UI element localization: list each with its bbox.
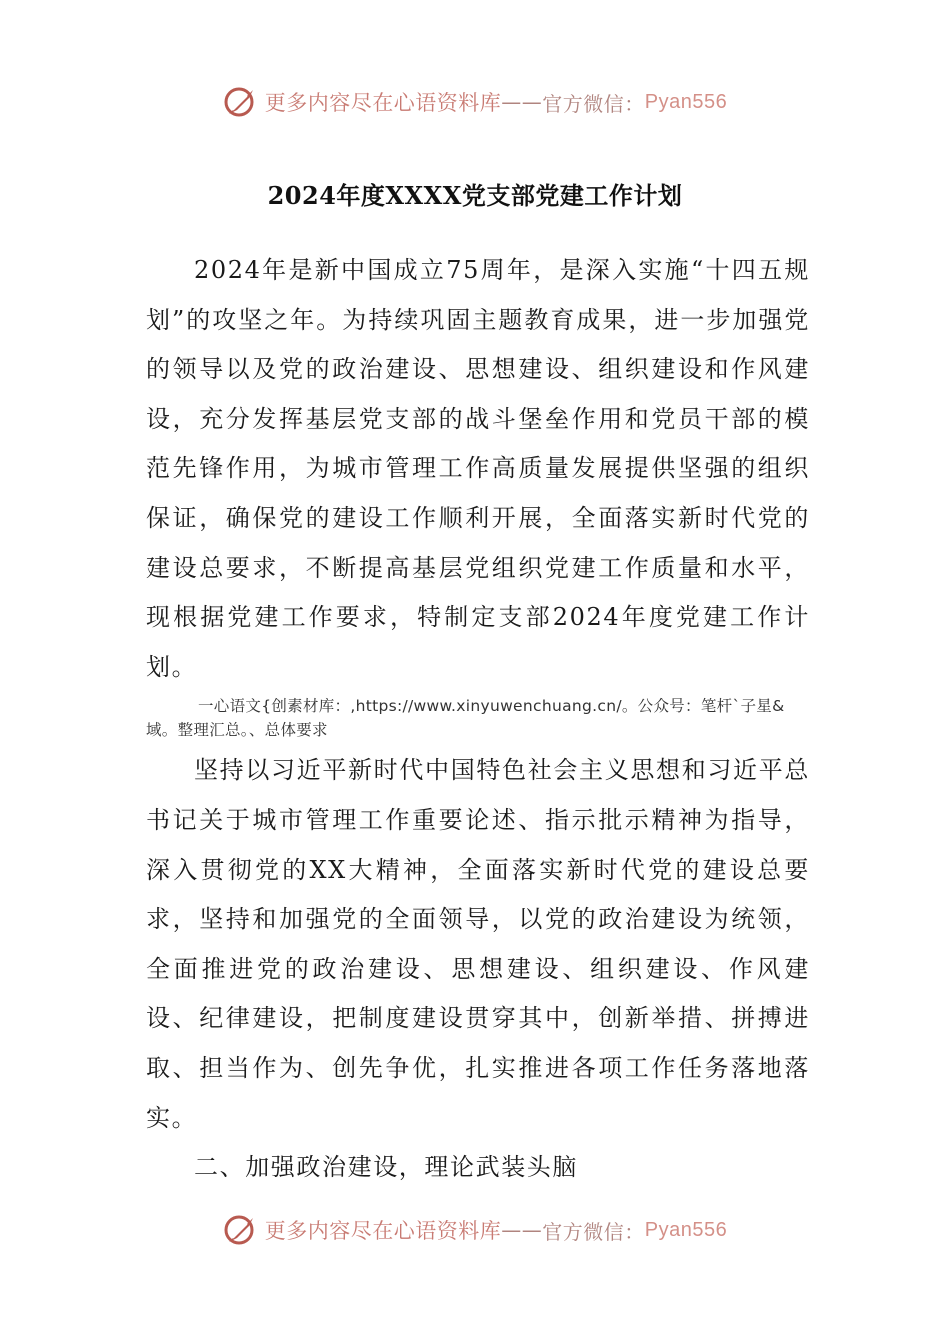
section-heading-2: 二、加强政治建设，理论武装头脑 bbox=[194, 1153, 578, 1182]
source-note: 一心语文{创素材库：,https://www.xinyuwenchuang.cn/。公众号：笔杆`子星&域。整理汇总。、总体要求 bbox=[146, 697, 785, 740]
intro-paragraph: 2024年是新中国成立75周年，是深入实施“十四五规划”的攻坚之年。为持续巩固主题教育成果，进一步加强党的领导以及党的政治建设、思想建设、组织建设和作风建设，充分发挥基层党支部的战斗堡垒作用和党员干部的模范先锋作用，为城市管理工作高质量发展提供坚强的组织保证，确保党的建设工作顺利开展，全面落实新时代党的建设总要求，不断提高基层党组织党建工作质量和水平，现根据党建工作要求，特制定支部2024年度党建工作计划。 bbox=[146, 256, 810, 681]
quill-logo-icon bbox=[223, 84, 259, 120]
banner-dash: —— bbox=[501, 1218, 543, 1242]
banner-wechat-id: Pyan556 bbox=[644, 90, 728, 113]
document-body bbox=[146, 246, 810, 1193]
banner-sub-text: 官方微信： bbox=[542, 1219, 645, 1244]
watermark-banner-top bbox=[0, 82, 950, 122]
body-paragraph: 坚持以习近平新时代中国特色社会主义思想和习近平总书记关于城市管理工作重要论述、指示批示精神为指导，深入贯彻党的XX大精神，全面落实新时代党的建设总要求，坚持和加强党的全面领导，以党的政治建设为统领，全面推进党的政治建设、思想建设、组织建设、作风建设、纪律建设，把制度建设贯穿其中，创新举措、拼搏进取、担当作为、创先争优，扎实推进各项工作任务落地落实。 bbox=[146, 756, 810, 1132]
banner-main-text: 更多内容尽在心语资料库 bbox=[264, 91, 502, 115]
banner-dash: —— bbox=[501, 90, 543, 114]
document-title: 2024年度XXXX党支部党建工作计划 bbox=[267, 181, 683, 210]
watermark-banner-bottom bbox=[0, 1210, 950, 1250]
banner-wechat-id: Pyan556 bbox=[644, 1218, 728, 1241]
quill-logo-icon bbox=[223, 1212, 259, 1248]
banner-sub-text: 官方微信： bbox=[542, 91, 645, 116]
banner-main-text: 更多内容尽在心语资料库 bbox=[264, 1219, 502, 1243]
